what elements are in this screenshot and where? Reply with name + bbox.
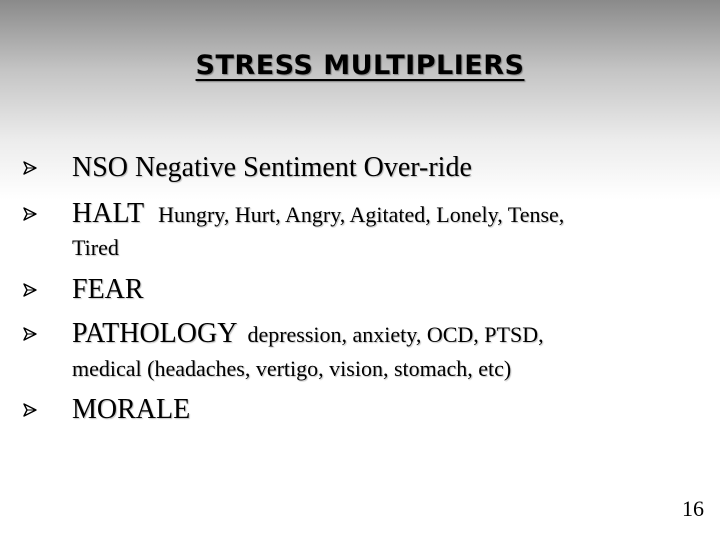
bullet-main-text: MORALE [72, 394, 191, 425]
bullet-main-text: NSO Negative Sentiment Over-ride [72, 152, 472, 183]
arrow-bullet-icon [22, 326, 38, 342]
slide-title [0, 50, 720, 81]
arrow-bullet-icon [22, 160, 38, 176]
bullet-main-text: FEAR [72, 274, 144, 305]
arrow-bullet-icon [22, 282, 38, 298]
page-number: 16 [682, 496, 704, 521]
bullet-continuation-text: Tired [72, 235, 119, 260]
bullet-main-text: PATHOLOGY [72, 318, 238, 349]
arrow-bullet-icon [22, 206, 38, 222]
slide-title-text: STRESS MULTIPLIERS [195, 50, 525, 81]
bullet-continuation-text: medical (headaches, vertigo, vision, stomach, etc) [72, 356, 512, 381]
bullet-line [72, 198, 564, 230]
bullet-main-text: HALT [72, 198, 145, 229]
bullet-line [72, 318, 544, 350]
bullet-detail-text: depression, anxiety, OCD, PTSD, [247, 322, 544, 347]
bullet-detail-text: Hungry, Hurt, Angry, Agitated, Lonely, Tense, [158, 202, 565, 227]
arrow-bullet-icon [22, 402, 38, 418]
